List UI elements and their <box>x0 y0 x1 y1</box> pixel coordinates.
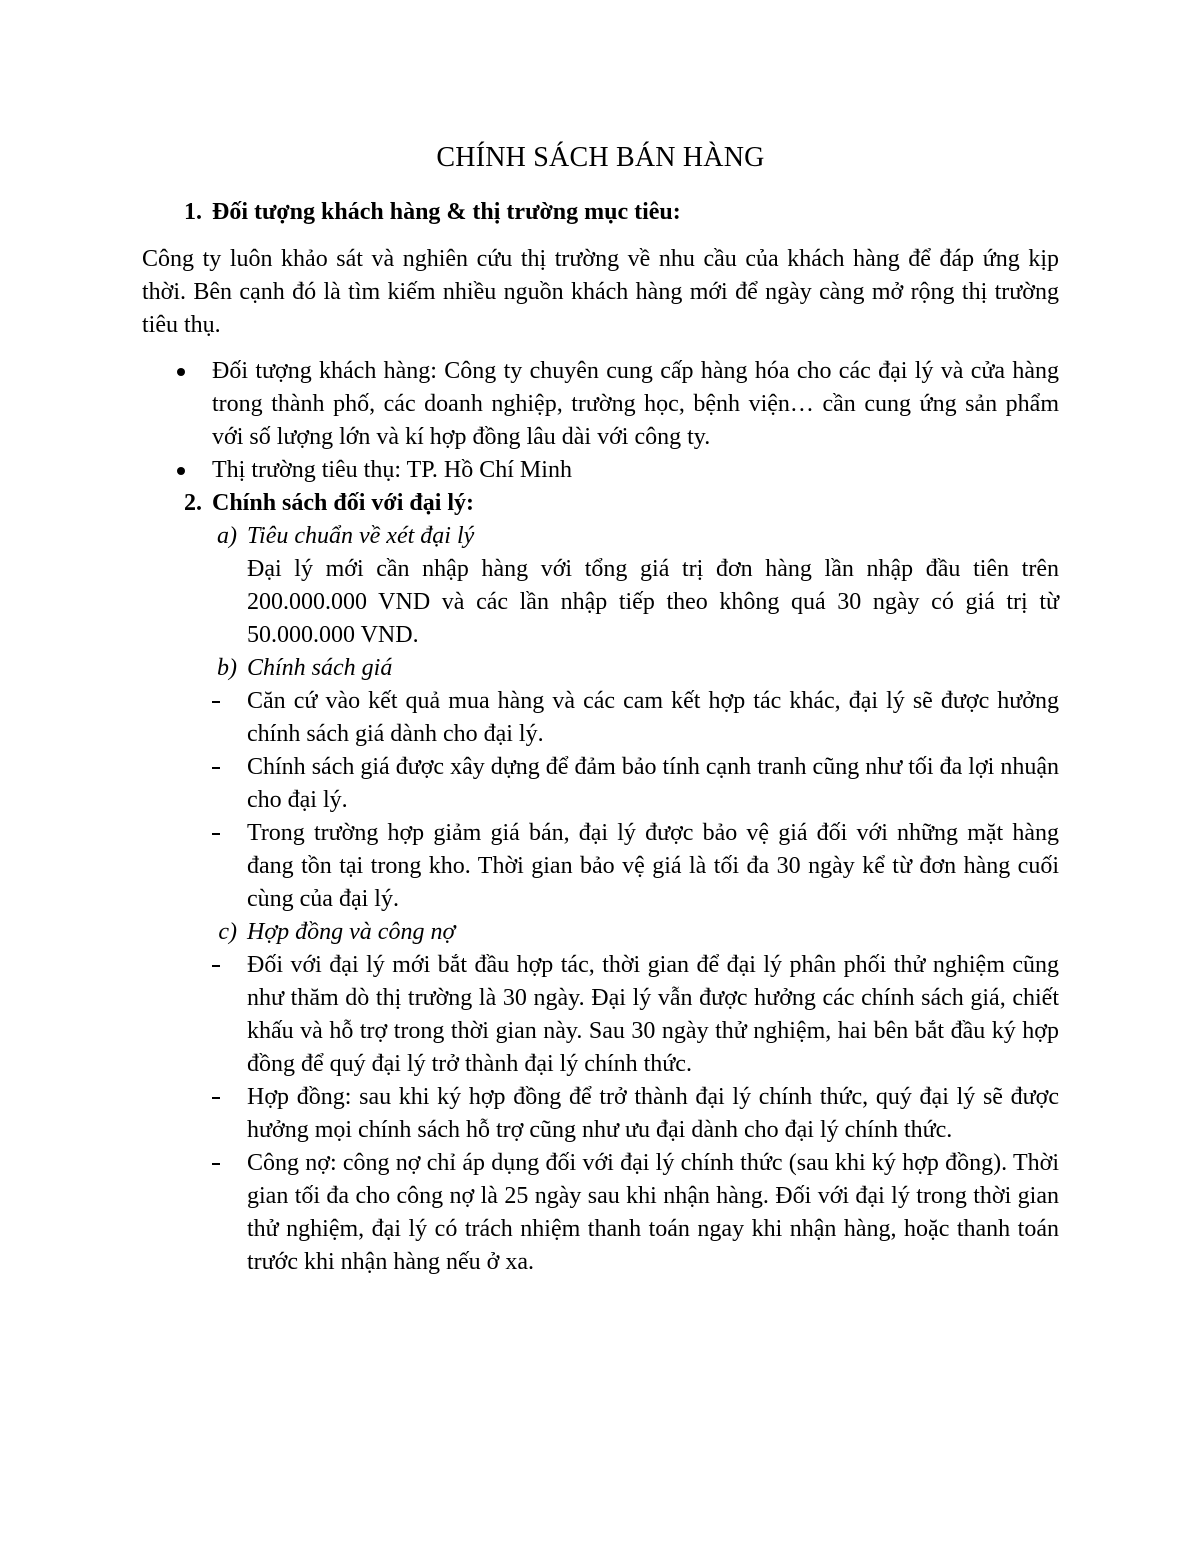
section-1-intro: Công ty luôn khảo sát và nghiên cứu thị trường về nhu cầu của khách hàng để đáp ứng kịp thời. Bên cạnh đó là tìm kiếm nhiều nguồn khách hàng mới để ngày càng mở rộng thị trường tiêu thụ. <box>142 246 1059 338</box>
subsection-a-heading <box>142 520 1059 553</box>
dash-icon <box>142 1081 247 1147</box>
bullet-text: Đối tượng khách hàng: Công ty chuyên cung cấp hàng hóa cho các đại lý và cửa hàng trong thành phố, các doanh nghiệp, trường học, bệnh viện… cần cung ứng sản phẩm với số lượng lớn và kí hợp đồng lâu dài với công ty. <box>212 358 1059 450</box>
subsection-c-letter: c) <box>218 919 237 945</box>
subsection-b-title: Chính sách giá <box>247 655 393 681</box>
subsection-c-heading <box>142 916 1059 949</box>
dash-icon <box>142 817 247 916</box>
section-1-number: 1. <box>184 199 202 225</box>
subsection-a-title: Tiêu chuẩn về xét đại lý <box>247 523 475 549</box>
subsection-a-letter: a) <box>217 523 237 549</box>
list-item-text: Công nợ: công nợ chỉ áp dụng đối với đại lý chính thức (sau khi ký hợp đồng). Thời gian tối đa cho công nợ là 25 ngày sau khi nhận hàng. Đối với đại lý trong thời gian thử nghiệm, đại lý có trách nhiệm thanh toán ngay khi nhận hàng, hoặc thanh toán trước khi nhận hàng nếu ở xa. <box>247 1150 1059 1275</box>
section-1-title: Đối tượng khách hàng & thị trường mục tiêu: <box>212 199 681 225</box>
subsection-b-letter: b) <box>217 655 237 681</box>
section-2-number: 2. <box>184 490 202 516</box>
list-item-text: Căn cứ vào kết quả mua hàng và các cam kết hợp tác khác, đại lý sẽ được hưởng chính sách giá dành cho đại lý. <box>247 688 1059 747</box>
bullet-item-market <box>142 454 1059 487</box>
subsection-b-heading <box>142 652 1059 685</box>
bullet-icon <box>142 454 212 487</box>
section-2-heading <box>142 487 1059 520</box>
dash-icon <box>142 685 247 751</box>
list-item-text: Trong trường hợp giảm giá bán, đại lý được bảo vệ giá đối với những mặt hàng đang tồn tại trong kho. Thời gian bảo vệ giá là tối đa 30 ngày kể từ đơn hàng cuối cùng của đại lý. <box>247 820 1059 912</box>
document-page <box>142 138 1059 1279</box>
list-item <box>142 949 1059 1081</box>
list-item <box>142 685 1059 751</box>
section-1-heading <box>142 196 1059 229</box>
subsection-c-title: Hợp đồng và công nợ <box>247 919 456 945</box>
section-2-title: Chính sách đối với đại lý: <box>212 490 475 516</box>
dash-icon <box>142 1147 247 1279</box>
dash-icon <box>142 949 247 1081</box>
subsection-a-text: Đại lý mới cần nhập hàng với tổng giá trị đơn hàng lần nhập đầu tiên trên 200.000.000 VND và các lần nhập tiếp theo không quá 30 ngày có giá trị từ 50.000.000 VND. <box>247 556 1059 648</box>
list-item <box>142 1081 1059 1147</box>
dash-icon <box>142 751 247 817</box>
bullet-icon <box>142 355 212 454</box>
list-item-text: Chính sách giá được xây dựng để đảm bảo tính cạnh tranh cũng như tối đa lợi nhuận cho đại lý. <box>247 754 1059 813</box>
list-item <box>142 817 1059 916</box>
list-item-text: Hợp đồng: sau khi ký hợp đồng để trở thành đại lý chính thức, quý đại lý sẽ được hưởng mọi chính sách hỗ trợ cũng như ưu đại dành cho đại lý chính thức. <box>247 1084 1059 1143</box>
document-title: CHÍNH SÁCH BÁN HÀNG <box>436 142 765 173</box>
list-item <box>142 1147 1059 1279</box>
bullet-item-customers <box>142 355 1059 454</box>
list-item <box>142 751 1059 817</box>
bullet-text: Thị trường tiêu thụ: TP. Hồ Chí Minh <box>212 457 572 483</box>
list-item-text: Đối với đại lý mới bắt đầu hợp tác, thời gian để đại lý phân phối thử nghiệm cũng như thăm dò thị trường là 30 ngày. Đại lý vẫn được hưởng các chính sách giá, chiết khấu và hỗ trợ trong thời gian này. Sau 30 ngày thử nghiệm, hai bên bắt đầu ký hợp đồng để quý đại lý trở thành đại lý chính thức. <box>247 952 1059 1077</box>
